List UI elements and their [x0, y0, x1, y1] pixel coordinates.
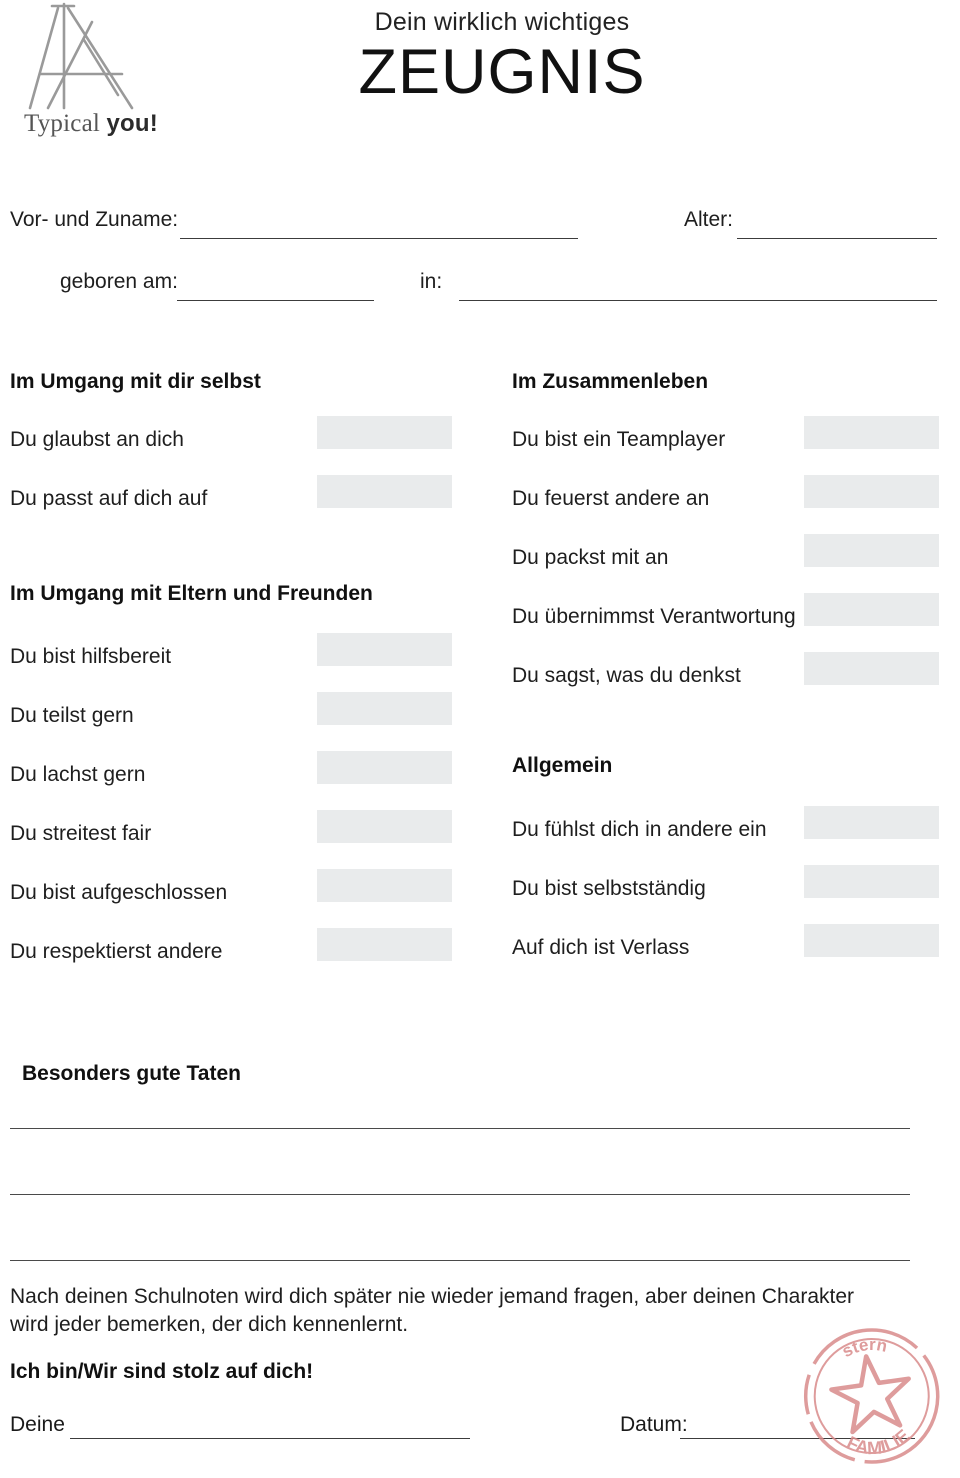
checklist-item-label: Du fühlst dich in andere ein	[512, 818, 767, 841]
logo-wordmark	[24, 110, 164, 138]
checklist-item-label: Du sagst, was du denkst	[512, 664, 741, 687]
stern-familie-stamp-icon	[792, 1318, 952, 1473]
name-label: Vor- und Zuname:	[10, 208, 179, 231]
checklist-item-box[interactable]	[317, 751, 452, 784]
checklist-item-label: Du feuerst andere an	[512, 487, 710, 510]
identity-row-birth	[22, 270, 938, 314]
deeds-line-input[interactable]	[10, 1260, 910, 1261]
checklist-item-box[interactable]	[317, 869, 452, 902]
checklist-item-box[interactable]	[804, 652, 939, 685]
checklist-item-box[interactable]	[804, 534, 939, 567]
logo-word-bold: you!	[106, 110, 158, 137]
checklist-item-box[interactable]	[317, 692, 452, 725]
checklist-item-label: Du streitest fair	[10, 822, 152, 845]
checklist-item-box[interactable]	[804, 475, 939, 508]
date-label: Datum:	[620, 1413, 688, 1436]
page-title: ZEUGNIS	[358, 37, 646, 107]
checklist-item-label: Du glaubst an dich	[10, 428, 184, 451]
title-block	[302, 8, 702, 105]
deeds-line-input[interactable]	[10, 1128, 910, 1129]
signature-input[interactable]	[70, 1438, 470, 1439]
born-label: geboren am:	[60, 270, 178, 293]
born-input[interactable]	[177, 300, 374, 301]
document-header	[22, 0, 938, 170]
checklist-item-box[interactable]	[804, 865, 939, 898]
checklist-item-box[interactable]	[317, 928, 452, 961]
name-input[interactable]	[180, 238, 578, 239]
checklist-item-label: Du teilst gern	[10, 704, 134, 727]
checklist-item-box[interactable]	[804, 806, 939, 839]
checklist-item-label: Du bist selbstständig	[512, 877, 706, 900]
place-label: in:	[420, 270, 443, 293]
checklist-item-label: Du respektierst andere	[10, 940, 223, 963]
checklist-item-box[interactable]	[317, 416, 452, 449]
section-title-eltern-freunden: Im Umgang mit Eltern und Freunden	[10, 582, 373, 605]
checklist-item-label: Du bist hilfsbereit	[10, 645, 172, 668]
checklist-item-box[interactable]	[804, 924, 939, 957]
stamp-bottom-text: FAMILIE	[843, 1425, 914, 1459]
checklist-columns	[10, 370, 938, 990]
tipi-logo-icon	[22, 0, 162, 150]
proud-statement: Ich bin/Wir sind stolz auf dich!	[10, 1360, 314, 1383]
checklist-item-label: Du passt auf dich auf	[10, 487, 208, 510]
identity-fields	[10, 208, 938, 328]
checklist-item-label: Du bist aufgeschlossen	[10, 881, 228, 904]
age-label: Alter:	[684, 208, 734, 231]
age-input[interactable]	[737, 238, 937, 239]
checklist-item-label: Du packst mit an	[512, 546, 669, 569]
footer-paragraph: Nach deinen Schulnoten wird dich später nie wieder jemand fragen, aber deinen Charakter wird jeder bemerken, der dich kennenlernt.	[10, 1285, 855, 1336]
deeds-title: Besonders gute Taten	[22, 1062, 241, 1085]
identity-row-name	[10, 208, 938, 252]
checklist-item-label: Du bist ein Teamplayer	[512, 428, 726, 451]
checklist-item-box[interactable]	[317, 633, 452, 666]
signature-label: Deine	[10, 1413, 65, 1436]
section-title-selbst: Im Umgang mit dir selbst	[10, 370, 261, 393]
checklist-item-label: Du lachst gern	[10, 763, 146, 786]
checklist-item-box[interactable]	[804, 416, 939, 449]
checklist-item-label: Du übernimmst Verantwortung	[512, 605, 796, 628]
checklist-item-box[interactable]	[804, 593, 939, 626]
section-title-allgemein: Allgemein	[512, 754, 613, 777]
logo-word-light: Typical	[24, 110, 107, 137]
checklist-item-box[interactable]	[317, 475, 452, 508]
checklist-item-box[interactable]	[317, 810, 452, 843]
subtitle: Dein wirklich wichtiges	[374, 8, 630, 36]
deeds-line-input[interactable]	[10, 1194, 910, 1195]
section-title-zusammenleben: Im Zusammenleben	[512, 370, 709, 393]
stamp-top-text: stern	[838, 1334, 889, 1362]
checklist-item-label: Auf dich ist Verlass	[512, 936, 690, 959]
place-input[interactable]	[459, 300, 937, 301]
